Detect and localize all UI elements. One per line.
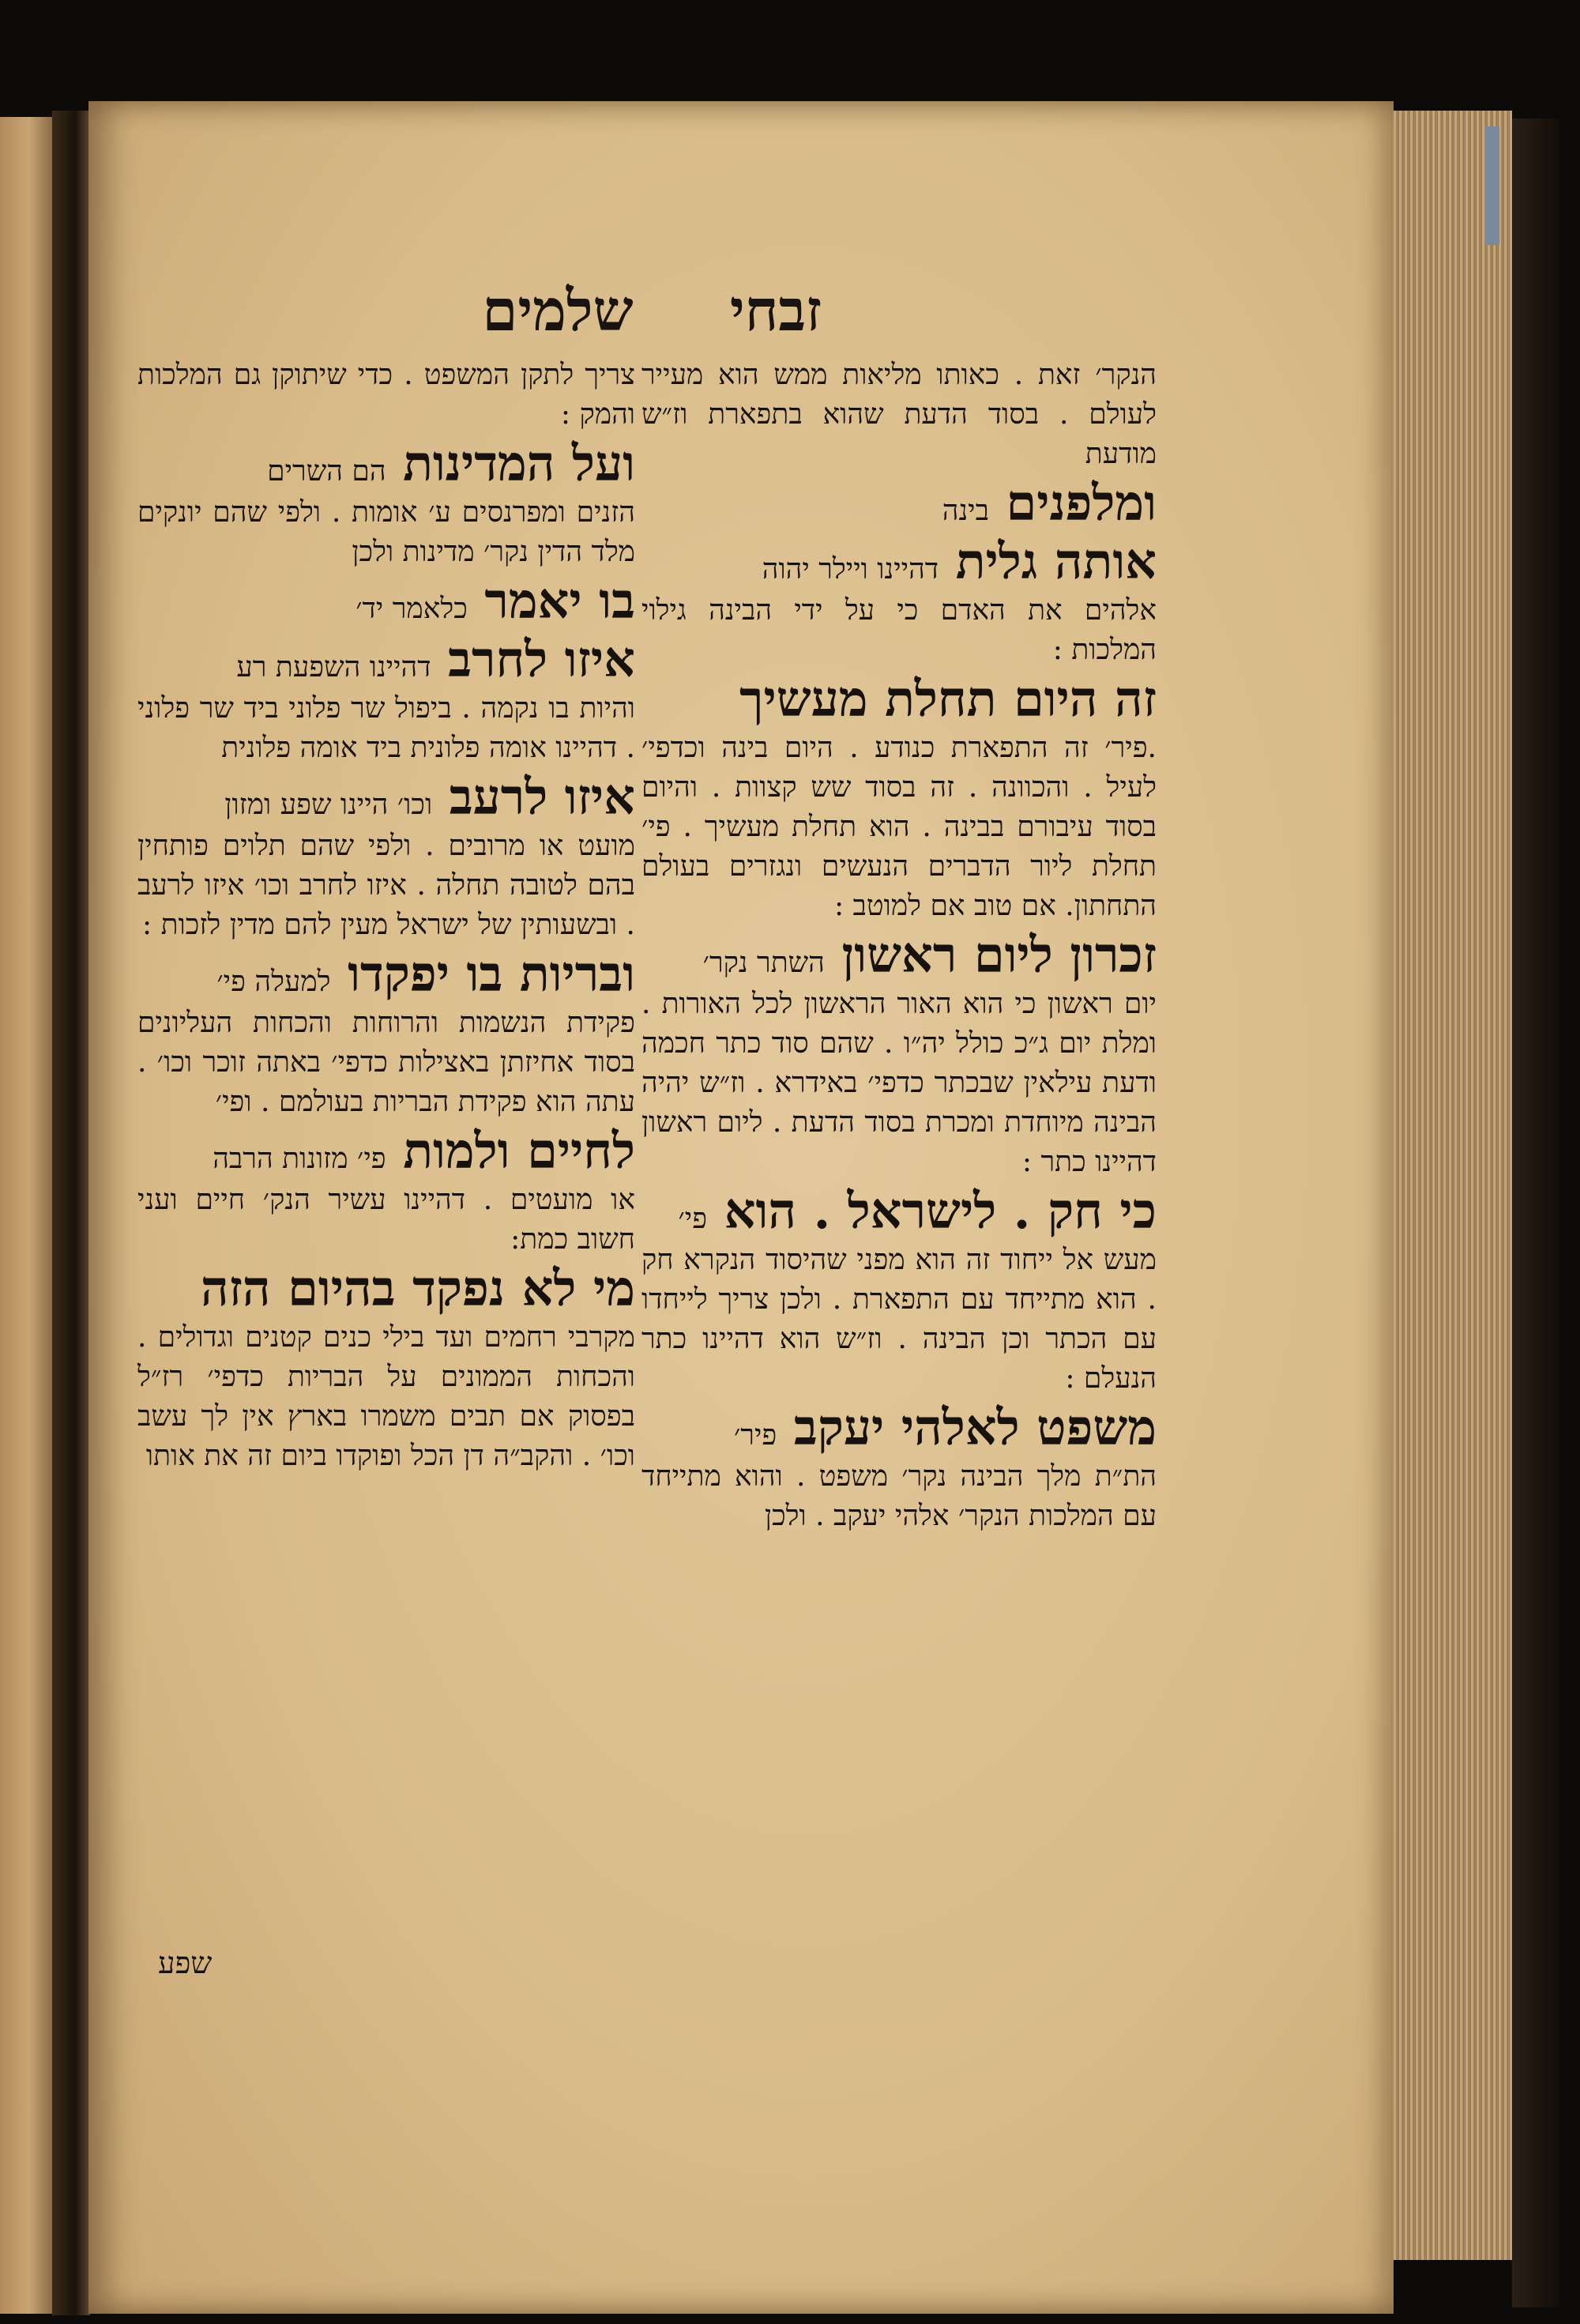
- lemma-paragraph: [641, 1182, 1157, 1241]
- lemma-paragraph: [641, 1399, 1157, 1457]
- lemma-heading: ומלפנים: [1006, 474, 1157, 532]
- text-column-right: [641, 356, 1157, 1536]
- catchword: שפע: [158, 1945, 213, 1980]
- commentary-text: הנקר׳ זאת . כאותו מליאות ממש הוא מעייר לעולם . בסוד הדעת שהוא בתפארת וז״ש מודעת: [641, 359, 1157, 470]
- commentary-text: אלהים את האדם כי על ידי הבינה גילוי המלכות :: [641, 594, 1157, 666]
- lemma-heading: זכרון ליום ראשון: [841, 926, 1157, 984]
- lemma-heading: משפט לאלהי יעקב: [793, 1399, 1157, 1456]
- lemma-paragraph: [137, 1122, 635, 1181]
- commentary-text: הזנים ומפרנסים ע׳ אומות . ולפי שהם יונקים מלד הדין נקר׳ מדינות ולכן: [137, 496, 635, 568]
- commentary-text: מקרבי רחמים ועד בילי כנים קטנים וגדולים . והכחות הממונים על הבריות כדפי׳ רז״ל בפסוק אם תבים משמרו בארץ אין לך עשב וכו׳ . והקב״ה דן הכל ופוקדו ביום זה את אותו: [137, 1321, 635, 1472]
- lemma-heading: ועל המדינות: [403, 435, 635, 492]
- lemma-gloss: כלאמר יד׳: [356, 593, 468, 625]
- commentary-text: מעש אל ייחוד זה הוא מפני שהיסוד הנקרא חק . הוא מתייחד עם התפארת . ולכן צריך לייחדו עם הכתר וכן הבינה . וז״ש הוא דהיינו כתר הנעלם :: [641, 1244, 1157, 1395]
- commentary-text: .פיר׳ זה התפארת כנודע . היום בינה וכדפי׳ לעיל . והכוונה . זה בסוד שש קצוות . והיום בסוד עיבורם בבינה . הוא תחלת מעשיך . פי׳ תחלת ליור הדברים הנעשים ונגזרים בעולם התחתון. אם טוב אם למוטב :: [641, 732, 1157, 922]
- lemma-paragraph: [137, 1260, 635, 1318]
- commentary-text: או מועטים . דהיינו עשיר הנק׳ חיים ועני חשוב כמת:: [137, 1184, 635, 1256]
- lemma-heading: בו יאמר: [484, 572, 635, 630]
- bookmark-ribbon: [1485, 126, 1499, 245]
- running-header-left: שלמים: [482, 277, 634, 344]
- lemma-paragraph: [641, 670, 1157, 729]
- lemma-gloss: דהיינו השפעת רע: [236, 651, 431, 684]
- lemma-heading: זה היום תחלת מעשיך: [739, 670, 1157, 728]
- book-cover-edge: [1512, 119, 1559, 2307]
- commentary-text: יום ראשון כי הוא האור הראשון לכל האורות . ומלת יום ג״כ כולל יה״ו . שהם סוד כתר חכמה ודעת עילאין שבכתר כדפי׳ באידרא . וז״ש יהיה הבינה מיוחדת ומכרת בסוד הדעת . ליום ראשון דהיינו כתר :: [641, 988, 1157, 1178]
- lemma-heading: כי חק . לישראל . הוא: [724, 1182, 1157, 1240]
- lemma-heading: איזו לרעב: [449, 768, 635, 826]
- lemma-paragraph: [137, 572, 635, 631]
- lemma-gloss: השתר נקר׳: [702, 947, 825, 979]
- lemma-paragraph: [137, 768, 635, 827]
- lemma-heading: ובריות בו יפקדו: [348, 945, 635, 1003]
- lemma-gloss: וכו׳ היינו שפע ומזון: [224, 789, 433, 821]
- lemma-paragraph: [137, 435, 635, 493]
- lemma-gloss: דהיינו ויילר יהוה: [762, 553, 939, 586]
- lemma-gloss: בינה: [942, 495, 989, 527]
- lemma-paragraph: [641, 474, 1157, 533]
- commentary-text: פקידת הנשמות והרוחות והכחות העליונים בסוד אחיזתן באצילות כדפי׳ באתה זוכר וכו׳ . עתה הוא פקידת הבריות בעולמם . ופי׳: [137, 1007, 635, 1118]
- text-column-left: [137, 356, 635, 1476]
- lemma-gloss: למעלה פי׳: [216, 966, 331, 998]
- lemma-gloss: פי׳: [678, 1203, 708, 1235]
- book-gutter: [52, 111, 90, 2315]
- lemma-paragraph: [137, 945, 635, 1004]
- lemma-gloss: פי׳ מזונות הרבה: [213, 1143, 386, 1175]
- previous-page-edge: [0, 117, 52, 2314]
- lemma-paragraph: [641, 533, 1157, 591]
- running-header-right: זבחי: [729, 277, 822, 344]
- lemma-gloss: הם השרים: [267, 455, 386, 488]
- lemma-gloss: פיר׳: [733, 1419, 777, 1452]
- lemma-heading: מי לא נפקד בהיום הזה: [200, 1260, 635, 1317]
- lemma-heading: אותה גלית: [955, 533, 1157, 590]
- page-stack-edges: [1394, 111, 1512, 2260]
- lemma-paragraph: [641, 926, 1157, 985]
- commentary-text: הת״ת מלך הבינה נקר׳ משפט . והוא מתייחד עם המלכות הנקר׳ אלהי יעקב . ולכן: [641, 1460, 1157, 1532]
- commentary-text: מועט או מרובים . ולפי שהם תלוים פותחין בהם לטובה תחלה . איזו לחרב וכו׳ איזו לרעב . ובשעותין של ישראל מעין להם מדין לזכות :: [137, 830, 635, 941]
- lemma-heading: לחיים ולמות: [403, 1122, 635, 1180]
- lemma-heading: איזו לחרב: [448, 631, 635, 688]
- lemma-paragraph: [137, 631, 635, 689]
- commentary-text: והיות בו נקמה . ביפול שר פלוני ביד שר פלוני . דהיינו אומה פלונית ביד אומה פלונית: [137, 692, 635, 764]
- commentary-text: צריך לתקן המשפט . כדי שיתוקן גם המלכות והמק :: [137, 359, 635, 431]
